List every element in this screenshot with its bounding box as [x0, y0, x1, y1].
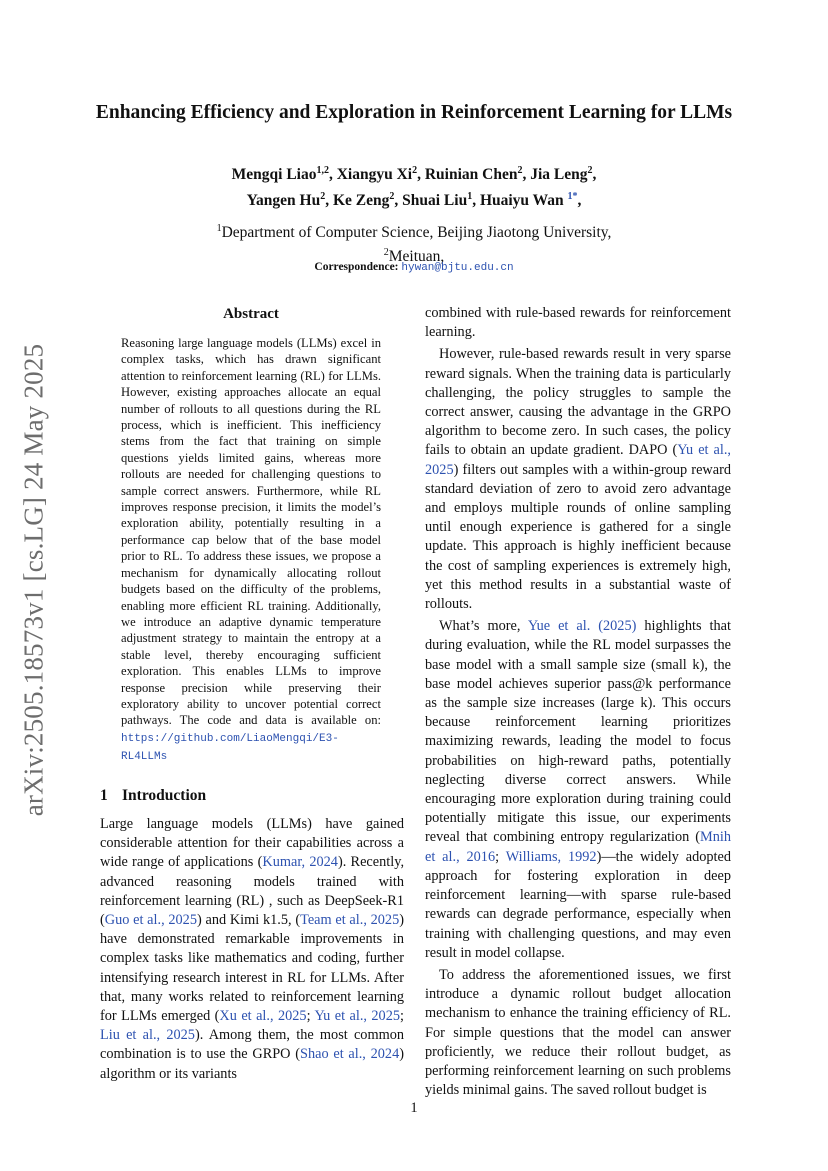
- correspondence: [100, 261, 728, 274]
- author-affiliation-mark: 2: [412, 165, 418, 176]
- author-affiliation-mark: 1: [467, 191, 473, 203]
- arxiv-sidebar-stamp: [16, 330, 52, 830]
- author: Shuai Liu: [402, 192, 468, 210]
- author: Mengqi Liao: [231, 166, 317, 184]
- corresponding-author-mark[interactable]: 1*: [567, 191, 578, 203]
- abstract-heading: Abstract: [223, 306, 279, 322]
- citation-separator: ;: [306, 1008, 315, 1025]
- body-text: ). Recently, advanced reasoning models trained with reinforcement learning (RL) , such as DeepSeek-R1 (: [100, 854, 405, 929]
- affiliation-mark: 1: [216, 223, 222, 234]
- section-title: Introduction: [122, 787, 207, 804]
- correspondence-email-link[interactable]: hywan@bjtu.edu.cn: [401, 262, 514, 274]
- author: Ruinian Chen: [424, 166, 518, 184]
- body-text: Large language models (LLMs) have gained considerable attention for their capabilities across a wide range of applications (: [100, 816, 404, 871]
- citation-separator: ;: [400, 1008, 404, 1025]
- author-affiliation-mark: 2: [389, 191, 395, 203]
- citation-link[interactable]: Yu et al., 2025: [314, 1008, 400, 1025]
- body-text: What’s more,: [439, 618, 528, 635]
- intro-paragraph: To address the aforementioned issues, we first introduce a dynamic rollout budget allocation mechanism to enhance the training efficiency of RL. For simple questions that the model can answer proficiently, we reduce their rollout budget, as performing reinforcement learning on such problems yields minimal gains. The saved rollout budget is: [425, 966, 731, 1099]
- citation-link[interactable]: Mnih et al., 2016: [425, 829, 731, 865]
- correspondence-label: Correspondence:: [314, 261, 399, 273]
- affiliation-1: Department of Computer Science, Beijing Jiaotong University,: [221, 224, 612, 242]
- affiliation-mark: 2: [383, 247, 389, 259]
- author: Yangen Hu: [246, 192, 321, 210]
- page-number: 1: [410, 1100, 418, 1116]
- citation-link[interactable]: Guo et al., 2025: [104, 912, 197, 929]
- body-text: However, rule-based rewards result in very sparse reward signals. When the training data is particularly challenging, the policy struggles to sample the correct answer, causing the advantage in the GRPO algorithm to become zero. In such cases, the policy fails to obtain an update gradient. DAPO (: [425, 346, 731, 459]
- abstract-text: Reasoning large language models (LLMs) excel in complex tasks, which has drawn significant attention to reinforcement learning (RL) for LLMs. However, existing approaches allocate an equal number of rollouts to all questions during the RL process, which is inefficient. This inefficiency stems from the fact that training on simple questions yields limited gains, whereas more rollouts are needed for challenging questions to sample correct answers. Furthermore, while RL improves response precision, it limits the model’s exploration ability, potentially resulting in a performance cap below that of the base model prior to RL. To address these issues, we propose a mechanism for dynamically allocating rollout budgets based on the difficulty of the problems, enabling more efficient RL training. Additionally, we introduce an adaptive dynamic temperature adjustment strategy to maintain the entropy at a stable level, thereby encouraging sufficient exploration. This enables LLMs to improve response precision while preserving their exploratory ability to uncover potential correct pathways. The code and data is available on:: [121, 336, 381, 728]
- affiliation-2: Meituan,: [388, 248, 445, 266]
- body-text: highlights that during evaluation, while the RL model surpasses the base model with a small sample size (small k), the base model achieves superior pass@k performance as the sample size increases (large k). This occurs because reinforcement learning prioritizes maximizing rewards, leading the model to focus probabilities on high-reward paths, potentially neglecting diverse correct answers. While encouraging more exploration during training could potentially mitigate this issue, our experiments reveal that combining entropy regularization (: [425, 618, 731, 846]
- intro-paragraph: [425, 617, 731, 963]
- citation-link[interactable]: Shao et al., 2024: [300, 1046, 400, 1063]
- author-affiliation-mark: 2: [517, 165, 523, 176]
- body-text: ) filters out samples with a within-group reward standard deviation of zero to avoid zero advantage and employs multiple rounds of online sampling until enough experience is gathered for a single update. This approach is highly inefficient because the cost of sampling experiences is extremely high, yet this method results in a substantial waste of rollouts.: [425, 461, 731, 613]
- intro-paragraph-continued: combined with rule-based rewards for reinforcement learning.: [425, 305, 731, 341]
- author-affiliation-mark: 2: [320, 191, 326, 203]
- author-affiliation-mark: 2: [587, 165, 593, 176]
- abstract-body: [121, 335, 381, 766]
- citation-separator: ;: [495, 848, 506, 865]
- author-list: Mengqi Liao$^{1,2}$, Xiangyu Xi$^2$, Ruinian Chen$^2$, Jia Leng$^2$, Yangen Hu$^2$, Ke Zeng$^2$, Shuai Liu$^1$, Huaiyu Wan $^{1*}$,: [231, 165, 597, 210]
- body-text: ) algorithm or its variants: [100, 1046, 404, 1082]
- arxiv-identifier: arXiv:2505.18573v1 [cs.LG] 24 May 2025: [18, 343, 49, 817]
- body-text: ). Among them, the most common combination is to use the GRPO (: [100, 1027, 404, 1063]
- citation-link[interactable]: Xu et al., 2025: [219, 1008, 307, 1025]
- section-heading-introduction: [100, 787, 206, 805]
- intro-left-column: [100, 815, 404, 1084]
- body-text: ) have demonstrated remarkable improvements in complex tasks like mathematics and coding, further intensifying research interest in RL for LLMs. After that, many works related to reinforcement learning for LLMs emerged (: [100, 912, 404, 1025]
- intro-right-column: [425, 304, 731, 1100]
- author: Ke Zeng: [332, 192, 390, 210]
- intro-paragraph: [425, 345, 731, 614]
- citation-link[interactable]: Team et al., 2025: [300, 912, 400, 929]
- author-affiliation-mark: 1,2: [316, 165, 329, 176]
- citation-link[interactable]: Kumar, 2024: [262, 854, 338, 871]
- paper-title: Enhancing Efficiency and Exploration in Reinforcement Learning for LLMs: [95, 102, 733, 123]
- author: Xiangyu Xi: [336, 166, 413, 184]
- section-number: 1: [100, 787, 108, 804]
- code-url-link[interactable]: https://github.com/LiaoMengqi/E3-RL4LLMs: [121, 732, 339, 764]
- author: Jia Leng: [530, 166, 588, 184]
- citation-link[interactable]: Williams, 1992: [505, 848, 597, 865]
- citation-link[interactable]: Liu et al., 2025: [100, 1027, 195, 1044]
- body-text: ) and Kimi k1.5, (: [196, 912, 301, 929]
- citation-link[interactable]: Yue et al. (2025): [527, 618, 637, 635]
- author: Huaiyu Wan: [479, 192, 564, 210]
- citation-link[interactable]: Yu et al., 2025: [425, 442, 731, 478]
- body-text: )—the widely adopted approach for fostering exploration in deep reinforcement learning—with sparse rule-based rewards can degrade performance, especially when training with challenging questions, and may even result in model collapse.: [425, 848, 731, 961]
- intro-paragraph: [100, 815, 404, 1084]
